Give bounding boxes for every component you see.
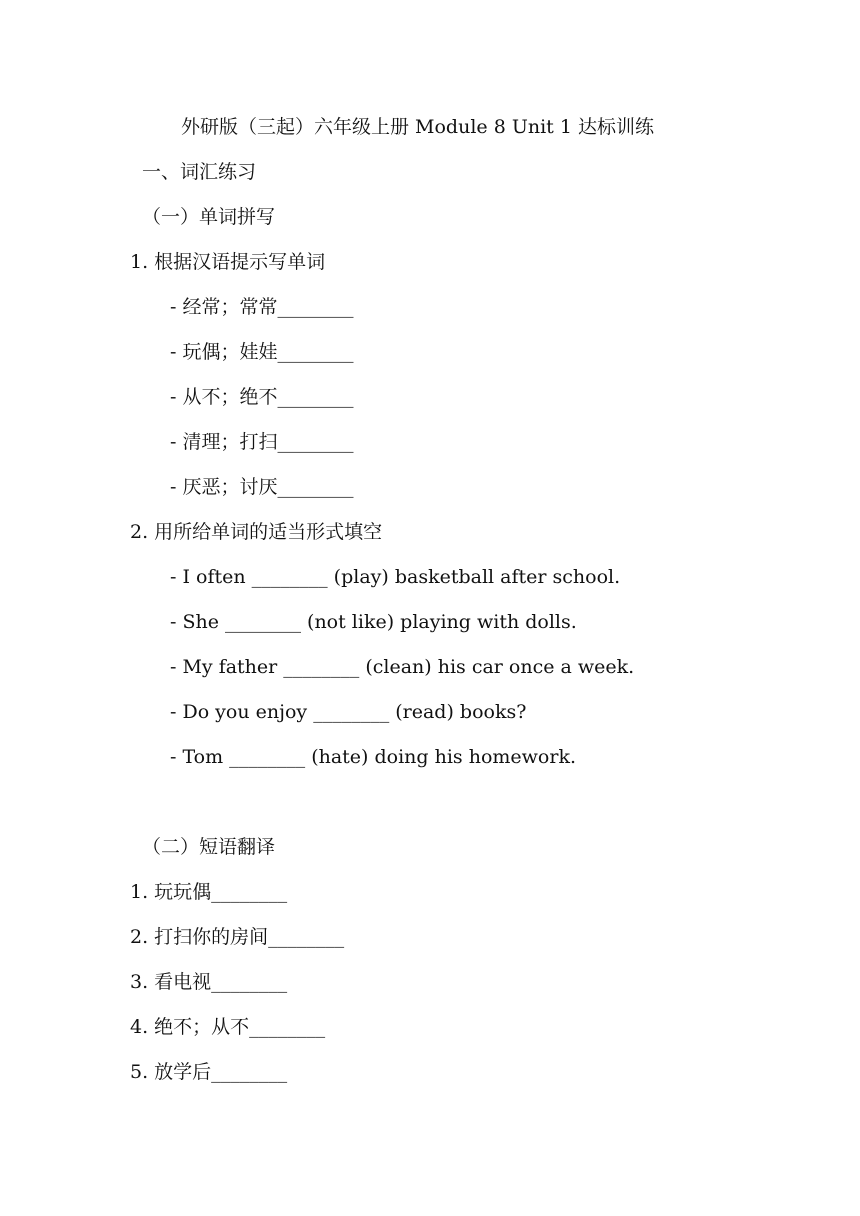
question-2-label: 2. 用所给单词的适当形式填空: [130, 521, 383, 543]
sentence-item: - My father ________ (clean) his car once a week.: [170, 656, 635, 678]
phrase-item: 3. 看电视________: [130, 971, 288, 993]
word-item: - 玩偶；娃娃________: [170, 341, 354, 363]
sentence-item: - Tom ________ (hate) doing his homework.: [170, 746, 576, 768]
phrase-item: 1. 玩玩偶________: [130, 881, 288, 903]
subsection-heading-spelling: （一）单词拼写: [142, 206, 276, 228]
phrase-item: 2. 打扫你的房间________: [130, 926, 345, 948]
phrase-item: 4. 绝不；从不________: [130, 1016, 326, 1038]
subsection-heading-phrase-translation: （二）短语翻译: [142, 836, 276, 858]
word-item: - 厌恶；讨厌________: [170, 476, 354, 498]
phrase-item: 5. 放学后________: [130, 1061, 288, 1083]
sentence-item: - Do you enjoy ________ (read) books?: [170, 701, 527, 723]
word-item: - 清理；打扫________: [170, 431, 354, 453]
section-heading-vocabulary: 一、词汇练习: [142, 161, 257, 183]
sentence-item: - She ________ (not like) playing with dolls.: [170, 611, 577, 633]
question-1-label: 1. 根据汉语提示写单词: [130, 251, 326, 273]
sentence-item: - I often ________ (play) basketball after school.: [170, 566, 621, 588]
word-item: - 从不；绝不________: [170, 386, 354, 408]
word-item: - 经常；常常________: [170, 296, 354, 318]
page-title: 外研版（三起）六年级上册 Module 8 Unit 1 达标训练: [181, 116, 654, 138]
